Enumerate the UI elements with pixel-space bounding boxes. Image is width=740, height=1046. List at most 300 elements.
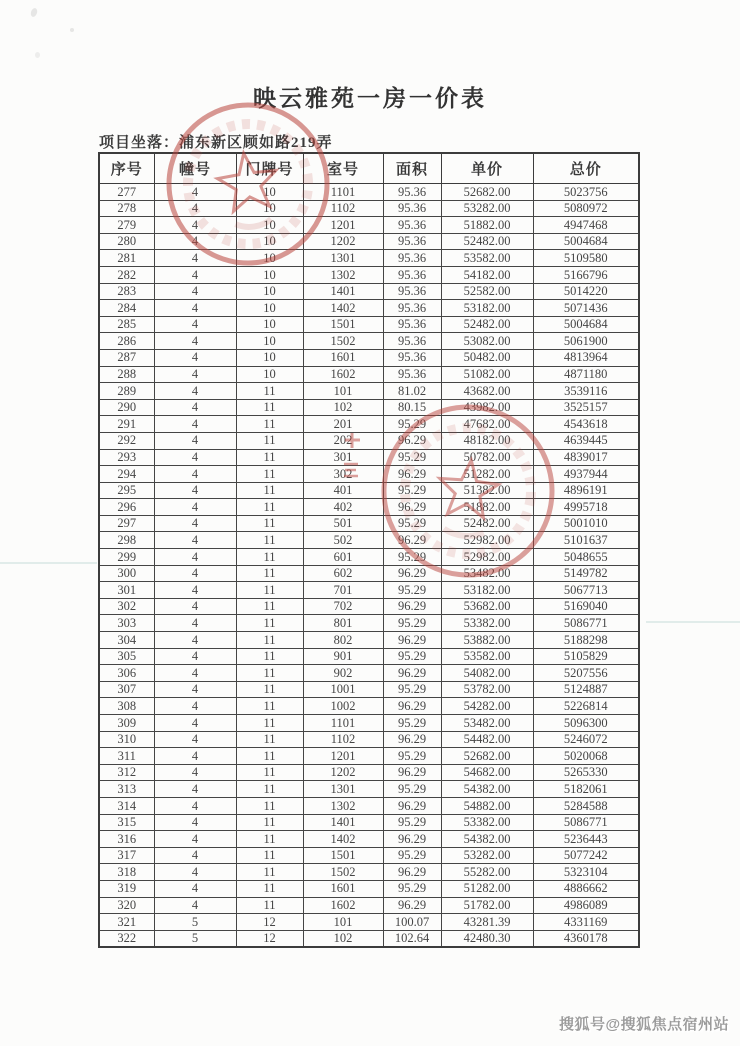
table-cell: 311 (99, 748, 154, 765)
table-cell: 54482.00 (441, 731, 533, 748)
table-cell: 100.07 (383, 914, 441, 931)
table-cell: 4947468 (533, 217, 639, 234)
table-cell: 95.29 (383, 549, 441, 566)
table-cell: 11 (236, 565, 303, 582)
column-header: 序号 (99, 153, 154, 184)
table-cell: 5 (154, 914, 236, 931)
table-cell: 901 (303, 648, 383, 665)
table-cell: 52982.00 (441, 532, 533, 549)
table-row (99, 665, 639, 682)
table-cell: 3539116 (533, 383, 639, 400)
table-cell: 12 (236, 914, 303, 931)
table-cell: 5071436 (533, 300, 639, 317)
table-cell: 11 (236, 748, 303, 765)
table-cell: 11 (236, 499, 303, 516)
table-cell: 282 (99, 266, 154, 283)
table-cell: 96.29 (383, 698, 441, 715)
table-cell: 52982.00 (441, 549, 533, 566)
column-header: 幢号 (154, 153, 236, 184)
table-cell: 4 (154, 333, 236, 350)
table-row (99, 880, 639, 897)
table-cell: 95.29 (383, 681, 441, 698)
table-cell: 296 (99, 499, 154, 516)
table-cell: 95.36 (383, 366, 441, 383)
table-row (99, 449, 639, 466)
table-cell: 53582.00 (441, 250, 533, 267)
table-cell: 11 (236, 466, 303, 483)
table-cell: 11 (236, 598, 303, 615)
table-cell: 279 (99, 217, 154, 234)
table-cell: 11 (236, 582, 303, 599)
table-cell: 1502 (303, 333, 383, 350)
table-cell: 11 (236, 665, 303, 682)
table-cell: 10 (236, 217, 303, 234)
table-cell: 300 (99, 565, 154, 582)
table-cell: 95.36 (383, 217, 441, 234)
price-table (98, 152, 640, 948)
table-cell: 5265330 (533, 764, 639, 781)
table-cell: 11 (236, 632, 303, 649)
table-cell: 11 (236, 880, 303, 897)
table-cell: 278 (99, 200, 154, 217)
table-cell: 12 (236, 930, 303, 947)
table-cell: 95.29 (383, 880, 441, 897)
table-cell: 4 (154, 897, 236, 914)
table-cell: 95.29 (383, 847, 441, 864)
table-cell: 95.29 (383, 515, 441, 532)
table-cell: 4 (154, 416, 236, 433)
table-cell: 54382.00 (441, 831, 533, 848)
table-cell: 4 (154, 515, 236, 532)
table-cell: 292 (99, 432, 154, 449)
table-cell: 96.29 (383, 831, 441, 848)
table-cell: 4 (154, 731, 236, 748)
table-cell: 1101 (303, 715, 383, 732)
table-cell: 11 (236, 731, 303, 748)
table-cell: 289 (99, 383, 154, 400)
table-cell: 5323104 (533, 864, 639, 881)
table-cell: 48182.00 (441, 432, 533, 449)
table-cell: 284 (99, 300, 154, 317)
table-cell: 52482.00 (441, 233, 533, 250)
table-cell: 54882.00 (441, 797, 533, 814)
table-cell: 11 (236, 764, 303, 781)
table-row (99, 615, 639, 632)
table-cell: 52482.00 (441, 316, 533, 333)
table-cell: 96.29 (383, 565, 441, 582)
table-cell: 96.29 (383, 598, 441, 615)
table-cell: 5124887 (533, 681, 639, 698)
table-cell: 95.29 (383, 715, 441, 732)
column-header: 门牌号 (236, 153, 303, 184)
table-row (99, 416, 639, 433)
table-cell: 51082.00 (441, 366, 533, 383)
table-cell: 11 (236, 383, 303, 400)
table-row (99, 797, 639, 814)
table-cell: 10 (236, 283, 303, 300)
table-cell: 96.29 (383, 665, 441, 682)
table-cell: 401 (303, 482, 383, 499)
table-cell: 96.29 (383, 532, 441, 549)
table-row (99, 681, 639, 698)
table-cell: 4 (154, 814, 236, 831)
table-cell: 1002 (303, 698, 383, 715)
table-cell: 701 (303, 582, 383, 599)
table-cell: 10 (236, 266, 303, 283)
table-cell: 4 (154, 665, 236, 682)
table-cell: 51882.00 (441, 217, 533, 234)
table-cell: 95.36 (383, 283, 441, 300)
table-cell: 1202 (303, 764, 383, 781)
table-cell: 54382.00 (441, 781, 533, 798)
table-cell: 11 (236, 781, 303, 798)
table-cell: 4 (154, 715, 236, 732)
table-cell: 4 (154, 266, 236, 283)
table-row (99, 349, 639, 366)
table-cell: 5188298 (533, 632, 639, 649)
table-cell: 11 (236, 897, 303, 914)
table-cell: 11 (236, 698, 303, 715)
table-cell: 52682.00 (441, 748, 533, 765)
table-cell: 307 (99, 681, 154, 698)
table-cell: 310 (99, 731, 154, 748)
table-cell: 902 (303, 665, 383, 682)
table-row (99, 731, 639, 748)
table-cell: 1402 (303, 300, 383, 317)
table-cell: 4 (154, 565, 236, 582)
table-cell: 1302 (303, 266, 383, 283)
table-cell: 10 (236, 366, 303, 383)
table-row (99, 482, 639, 499)
table-cell: 95.29 (383, 615, 441, 632)
table-row (99, 515, 639, 532)
table-cell: 10 (236, 200, 303, 217)
table-cell: 299 (99, 549, 154, 566)
table-cell: 4 (154, 200, 236, 217)
table-cell: 5080972 (533, 200, 639, 217)
table-cell: 4 (154, 748, 236, 765)
table-cell: 314 (99, 797, 154, 814)
table-cell: 301 (303, 449, 383, 466)
table-cell: 5246072 (533, 731, 639, 748)
table-cell: 50482.00 (441, 349, 533, 366)
table-cell: 320 (99, 897, 154, 914)
table-cell: 96.29 (383, 499, 441, 516)
table-row (99, 184, 639, 201)
table-cell: 308 (99, 698, 154, 715)
table-cell: 95.36 (383, 184, 441, 201)
table-cell: 4 (154, 681, 236, 698)
table-cell: 4 (154, 300, 236, 317)
table-cell: 95.29 (383, 449, 441, 466)
table-cell: 1602 (303, 897, 383, 914)
table-cell: 53082.00 (441, 333, 533, 350)
table-cell: 51782.00 (441, 897, 533, 914)
column-header: 总价 (533, 153, 639, 184)
table-cell: 202 (303, 432, 383, 449)
table-cell: 5284588 (533, 797, 639, 814)
table-cell: 5061900 (533, 333, 639, 350)
table-cell: 301 (99, 582, 154, 599)
table-cell: 43281.39 (441, 914, 533, 931)
table-cell: 3525157 (533, 399, 639, 416)
table-cell: 5109580 (533, 250, 639, 267)
table-cell: 95.29 (383, 582, 441, 599)
table-cell: 5014220 (533, 283, 639, 300)
table-cell: 294 (99, 466, 154, 483)
table-row (99, 383, 639, 400)
table-cell: 5101637 (533, 532, 639, 549)
table-cell: 4813964 (533, 349, 639, 366)
table-cell: 4 (154, 233, 236, 250)
table-cell: 53482.00 (441, 715, 533, 732)
table-cell: 51282.00 (441, 466, 533, 483)
table-cell: 95.36 (383, 200, 441, 217)
table-cell: 4896191 (533, 482, 639, 499)
table-row (99, 333, 639, 350)
table-cell: 10 (236, 184, 303, 201)
table-row (99, 549, 639, 566)
table-cell: 11 (236, 399, 303, 416)
table-cell: 1601 (303, 880, 383, 897)
table-cell: 4 (154, 582, 236, 599)
table-cell: 702 (303, 598, 383, 615)
scan-speck (30, 7, 39, 18)
table-cell: 11 (236, 797, 303, 814)
table-cell: 5236443 (533, 831, 639, 848)
table-row (99, 648, 639, 665)
table-cell: 51882.00 (441, 499, 533, 516)
table-cell: 10 (236, 316, 303, 333)
table-cell: 601 (303, 549, 383, 566)
table-row (99, 532, 639, 549)
table-cell: 95.29 (383, 781, 441, 798)
table-row (99, 366, 639, 383)
table-cell: 95.36 (383, 233, 441, 250)
table-cell: 5096300 (533, 715, 639, 732)
table-cell: 52482.00 (441, 515, 533, 532)
table-cell: 11 (236, 648, 303, 665)
table-row (99, 217, 639, 234)
table-cell: 5001010 (533, 515, 639, 532)
table-row (99, 930, 639, 947)
table-cell: 315 (99, 814, 154, 831)
column-header: 室号 (303, 153, 383, 184)
table-cell: 4 (154, 432, 236, 449)
table-cell: 313 (99, 781, 154, 798)
table-row (99, 897, 639, 914)
table-cell: 50782.00 (441, 449, 533, 466)
table-cell: 95.36 (383, 316, 441, 333)
table-cell: 11 (236, 864, 303, 881)
table-cell: 11 (236, 715, 303, 732)
table-cell: 53582.00 (441, 648, 533, 665)
table-cell: 95.29 (383, 748, 441, 765)
table-cell: 55282.00 (441, 864, 533, 881)
table-cell: 4 (154, 781, 236, 798)
table-row (99, 582, 639, 599)
table-cell: 293 (99, 449, 154, 466)
table-cell: 4 (154, 532, 236, 549)
table-cell: 501 (303, 515, 383, 532)
table-cell: 95.36 (383, 300, 441, 317)
table-cell: 802 (303, 632, 383, 649)
table-cell: 303 (99, 615, 154, 632)
column-header: 单价 (441, 153, 533, 184)
table-row (99, 466, 639, 483)
table-cell: 10 (236, 233, 303, 250)
table-cell: 1501 (303, 847, 383, 864)
table-cell: 305 (99, 648, 154, 665)
table-cell: 10 (236, 349, 303, 366)
table-row (99, 598, 639, 615)
table-cell: 95.36 (383, 349, 441, 366)
table-cell: 96.29 (383, 864, 441, 881)
table-cell: 4639445 (533, 432, 639, 449)
table-cell: 4986089 (533, 897, 639, 914)
scan-speck (35, 52, 40, 58)
table-cell: 54082.00 (441, 665, 533, 682)
table-cell: 319 (99, 880, 154, 897)
table-cell: 280 (99, 233, 154, 250)
table-cell: 95.29 (383, 482, 441, 499)
table-cell: 201 (303, 416, 383, 433)
table-cell: 4 (154, 482, 236, 499)
table-cell: 283 (99, 283, 154, 300)
table-row (99, 748, 639, 765)
table-cell: 5067713 (533, 582, 639, 599)
table-cell: 1601 (303, 349, 383, 366)
table-cell: 4543618 (533, 416, 639, 433)
table-cell: 11 (236, 615, 303, 632)
table-row (99, 715, 639, 732)
table-cell: 309 (99, 715, 154, 732)
table-cell: 101 (303, 383, 383, 400)
table-cell: 11 (236, 416, 303, 433)
table-cell: 5048655 (533, 549, 639, 566)
table-cell: 5169040 (533, 598, 639, 615)
table-cell: 11 (236, 831, 303, 848)
table-row (99, 432, 639, 449)
table-cell: 96.29 (383, 632, 441, 649)
column-header: 面积 (383, 153, 441, 184)
table-cell: 1202 (303, 233, 383, 250)
table-cell: 318 (99, 864, 154, 881)
table-cell: 4 (154, 847, 236, 864)
table-cell: 4 (154, 283, 236, 300)
table-row (99, 499, 639, 516)
table-cell: 5023756 (533, 184, 639, 201)
table-cell: 4 (154, 316, 236, 333)
table-cell: 4 (154, 466, 236, 483)
table-cell: 101 (303, 914, 383, 931)
table-cell: 4 (154, 217, 236, 234)
table-cell: 11 (236, 532, 303, 549)
table-cell: 4 (154, 383, 236, 400)
table-cell: 1502 (303, 864, 383, 881)
table-cell: 80.15 (383, 399, 441, 416)
table-cell: 53882.00 (441, 632, 533, 649)
table-cell: 95.36 (383, 333, 441, 350)
table-cell: 11 (236, 681, 303, 698)
table-cell: 304 (99, 632, 154, 649)
table-cell: 4360178 (533, 930, 639, 947)
table-cell: 102 (303, 930, 383, 947)
table-cell: 4 (154, 349, 236, 366)
table-row (99, 200, 639, 217)
table-cell: 277 (99, 184, 154, 201)
table-cell: 95.29 (383, 416, 441, 433)
table-cell: 5004684 (533, 316, 639, 333)
table-cell: 502 (303, 532, 383, 549)
table-cell: 96.29 (383, 764, 441, 781)
table-cell: 1301 (303, 781, 383, 798)
table-cell: 53482.00 (441, 565, 533, 582)
table-cell: 316 (99, 831, 154, 848)
table-cell: 4 (154, 499, 236, 516)
table-cell: 4 (154, 864, 236, 881)
table-cell: 10 (236, 250, 303, 267)
table-cell: 1201 (303, 748, 383, 765)
table-cell: 1201 (303, 217, 383, 234)
table-cell: 321 (99, 914, 154, 931)
table-cell: 4 (154, 449, 236, 466)
table-row (99, 864, 639, 881)
table-cell: 1302 (303, 797, 383, 814)
table-row (99, 781, 639, 798)
table-cell: 5226814 (533, 698, 639, 715)
table-cell: 5105829 (533, 648, 639, 665)
table-cell: 298 (99, 532, 154, 549)
table-cell: 302 (99, 598, 154, 615)
table-cell: 52582.00 (441, 283, 533, 300)
table-cell: 96.29 (383, 797, 441, 814)
table-row (99, 283, 639, 300)
table-cell: 43982.00 (441, 399, 533, 416)
scan-line-artifact (0, 562, 97, 564)
project-location: 项目坐落：浦东新区顾如路219弄 (99, 135, 333, 151)
table-cell: 5 (154, 930, 236, 947)
table-cell: 5004684 (533, 233, 639, 250)
table-cell: 285 (99, 316, 154, 333)
table-cell: 5166796 (533, 266, 639, 283)
table-cell: 5086771 (533, 615, 639, 632)
page-title: 映云雅苑一房一价表 (253, 86, 487, 111)
table-row (99, 316, 639, 333)
table-cell: 11 (236, 515, 303, 532)
table-cell: 10 (236, 333, 303, 350)
table-cell: 53782.00 (441, 681, 533, 698)
table-cell: 4 (154, 598, 236, 615)
table-cell: 96.29 (383, 731, 441, 748)
table-cell: 4995718 (533, 499, 639, 516)
table-cell: 288 (99, 366, 154, 383)
table-cell: 102 (303, 399, 383, 416)
table-cell: 95.36 (383, 250, 441, 267)
table-cell: 287 (99, 349, 154, 366)
table-cell: 1501 (303, 316, 383, 333)
table-row (99, 764, 639, 781)
scan-line-artifact (646, 621, 740, 623)
table-cell: 54682.00 (441, 764, 533, 781)
table-cell: 51282.00 (441, 880, 533, 897)
table-cell: 402 (303, 499, 383, 516)
table-cell: 4 (154, 797, 236, 814)
table-cell: 4 (154, 698, 236, 715)
table-cell: 43682.00 (441, 383, 533, 400)
table-row (99, 300, 639, 317)
table-row (99, 814, 639, 831)
